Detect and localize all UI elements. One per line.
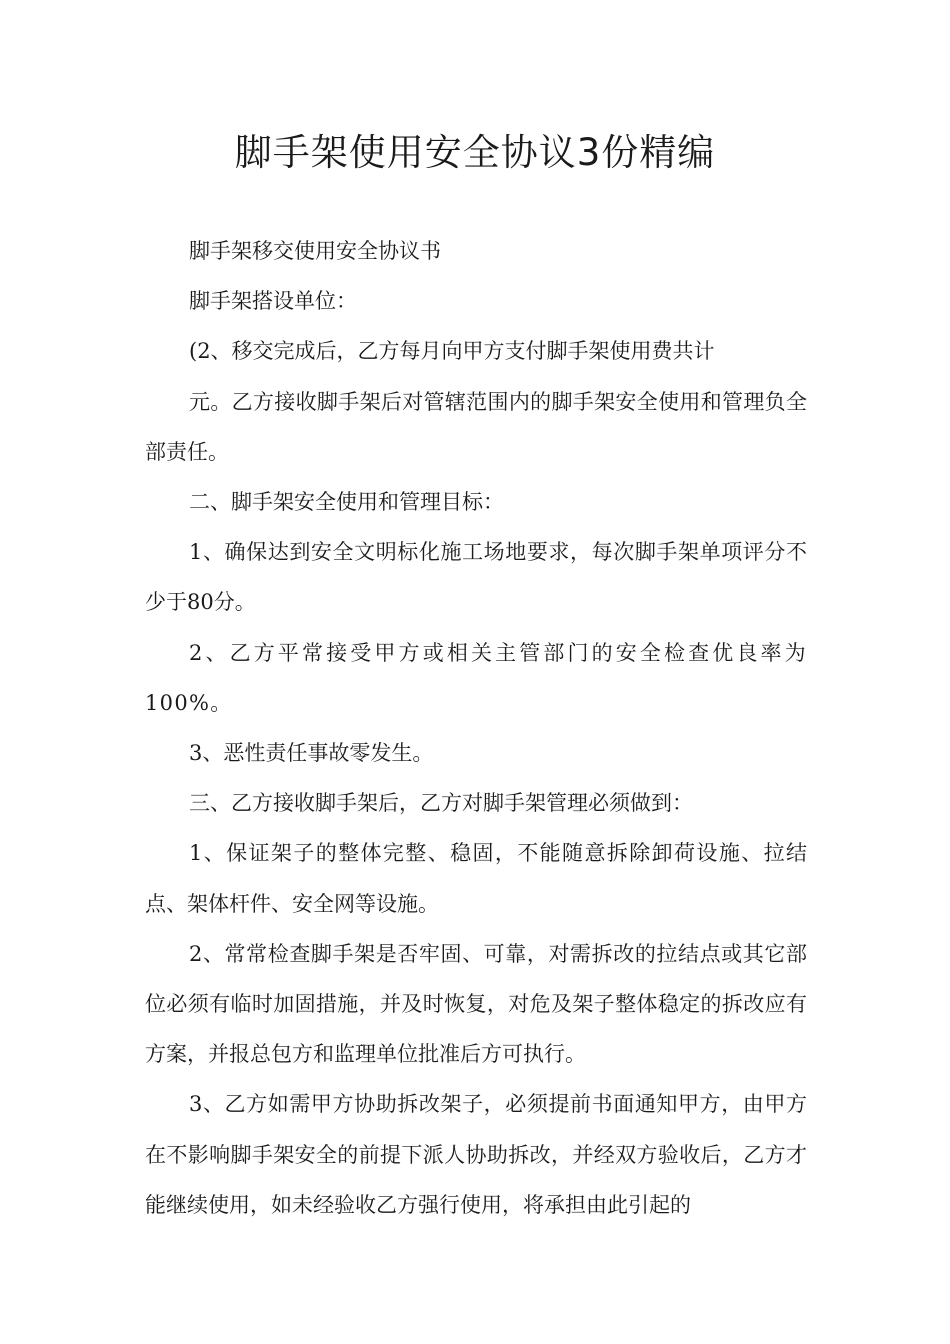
paragraph-duty-2: 2、常常检查脚手架是否牢固、可靠，对需拆改的拉结点或其它部位必须有临时加固措施，并及时恢复，对危及架子整体稳定的拆改应有方案，并报总包方和监理单位批准后方可执行。: [145, 941, 807, 1067]
paragraph-goal-3: 3、恶性责任事故零发生。: [189, 741, 434, 766]
paragraph-usage-fee: (2、移交完成后，乙方每月向甲方支付脚手架使用费共计: [189, 339, 715, 364]
paragraph-section-two-heading: 二、脚手架安全使用和管理目标：: [189, 490, 504, 515]
paragraph-duty-3: 3、乙方如需甲方协助拆改架子，必须提前书面通知甲方，由甲方在不影响脚手架安全的前提下派人协助拆改，并经双方验收后，乙方才能继续使用，如未经验收乙方强行使用，将承担由此引起的: [145, 1092, 807, 1217]
paragraph-responsibility: 元。乙方接收脚手架后对管辖范围内的脚手架安全使用和管理负全部责任。: [145, 389, 807, 464]
document-body: [145, 226, 807, 1230]
paragraph-heading-handover: 脚手架移交使用安全协议书: [189, 239, 441, 263]
paragraph-erecting-unit: 脚手架搭设单位：: [189, 289, 357, 314]
document-title: 脚手架使用安全协议3份精编: [234, 131, 716, 174]
paragraph-goal-2: 2、乙方平常接受甲方或相关主管部门的安全检查优良率为100%。: [145, 640, 807, 715]
paragraph-goal-1: 1、确保达到安全文明标化施工场地要求，每次脚手架单项评分不少于80分。: [145, 540, 807, 615]
paragraph-section-three-heading: 三、乙方接收脚手架后，乙方对脚手架管理必须做到：: [189, 791, 693, 816]
paragraph-duty-1: 1、保证架子的整体完整、稳固，不能随意拆除卸荷设施、拉结点、架体杆件、安全网等设施。: [145, 841, 807, 916]
